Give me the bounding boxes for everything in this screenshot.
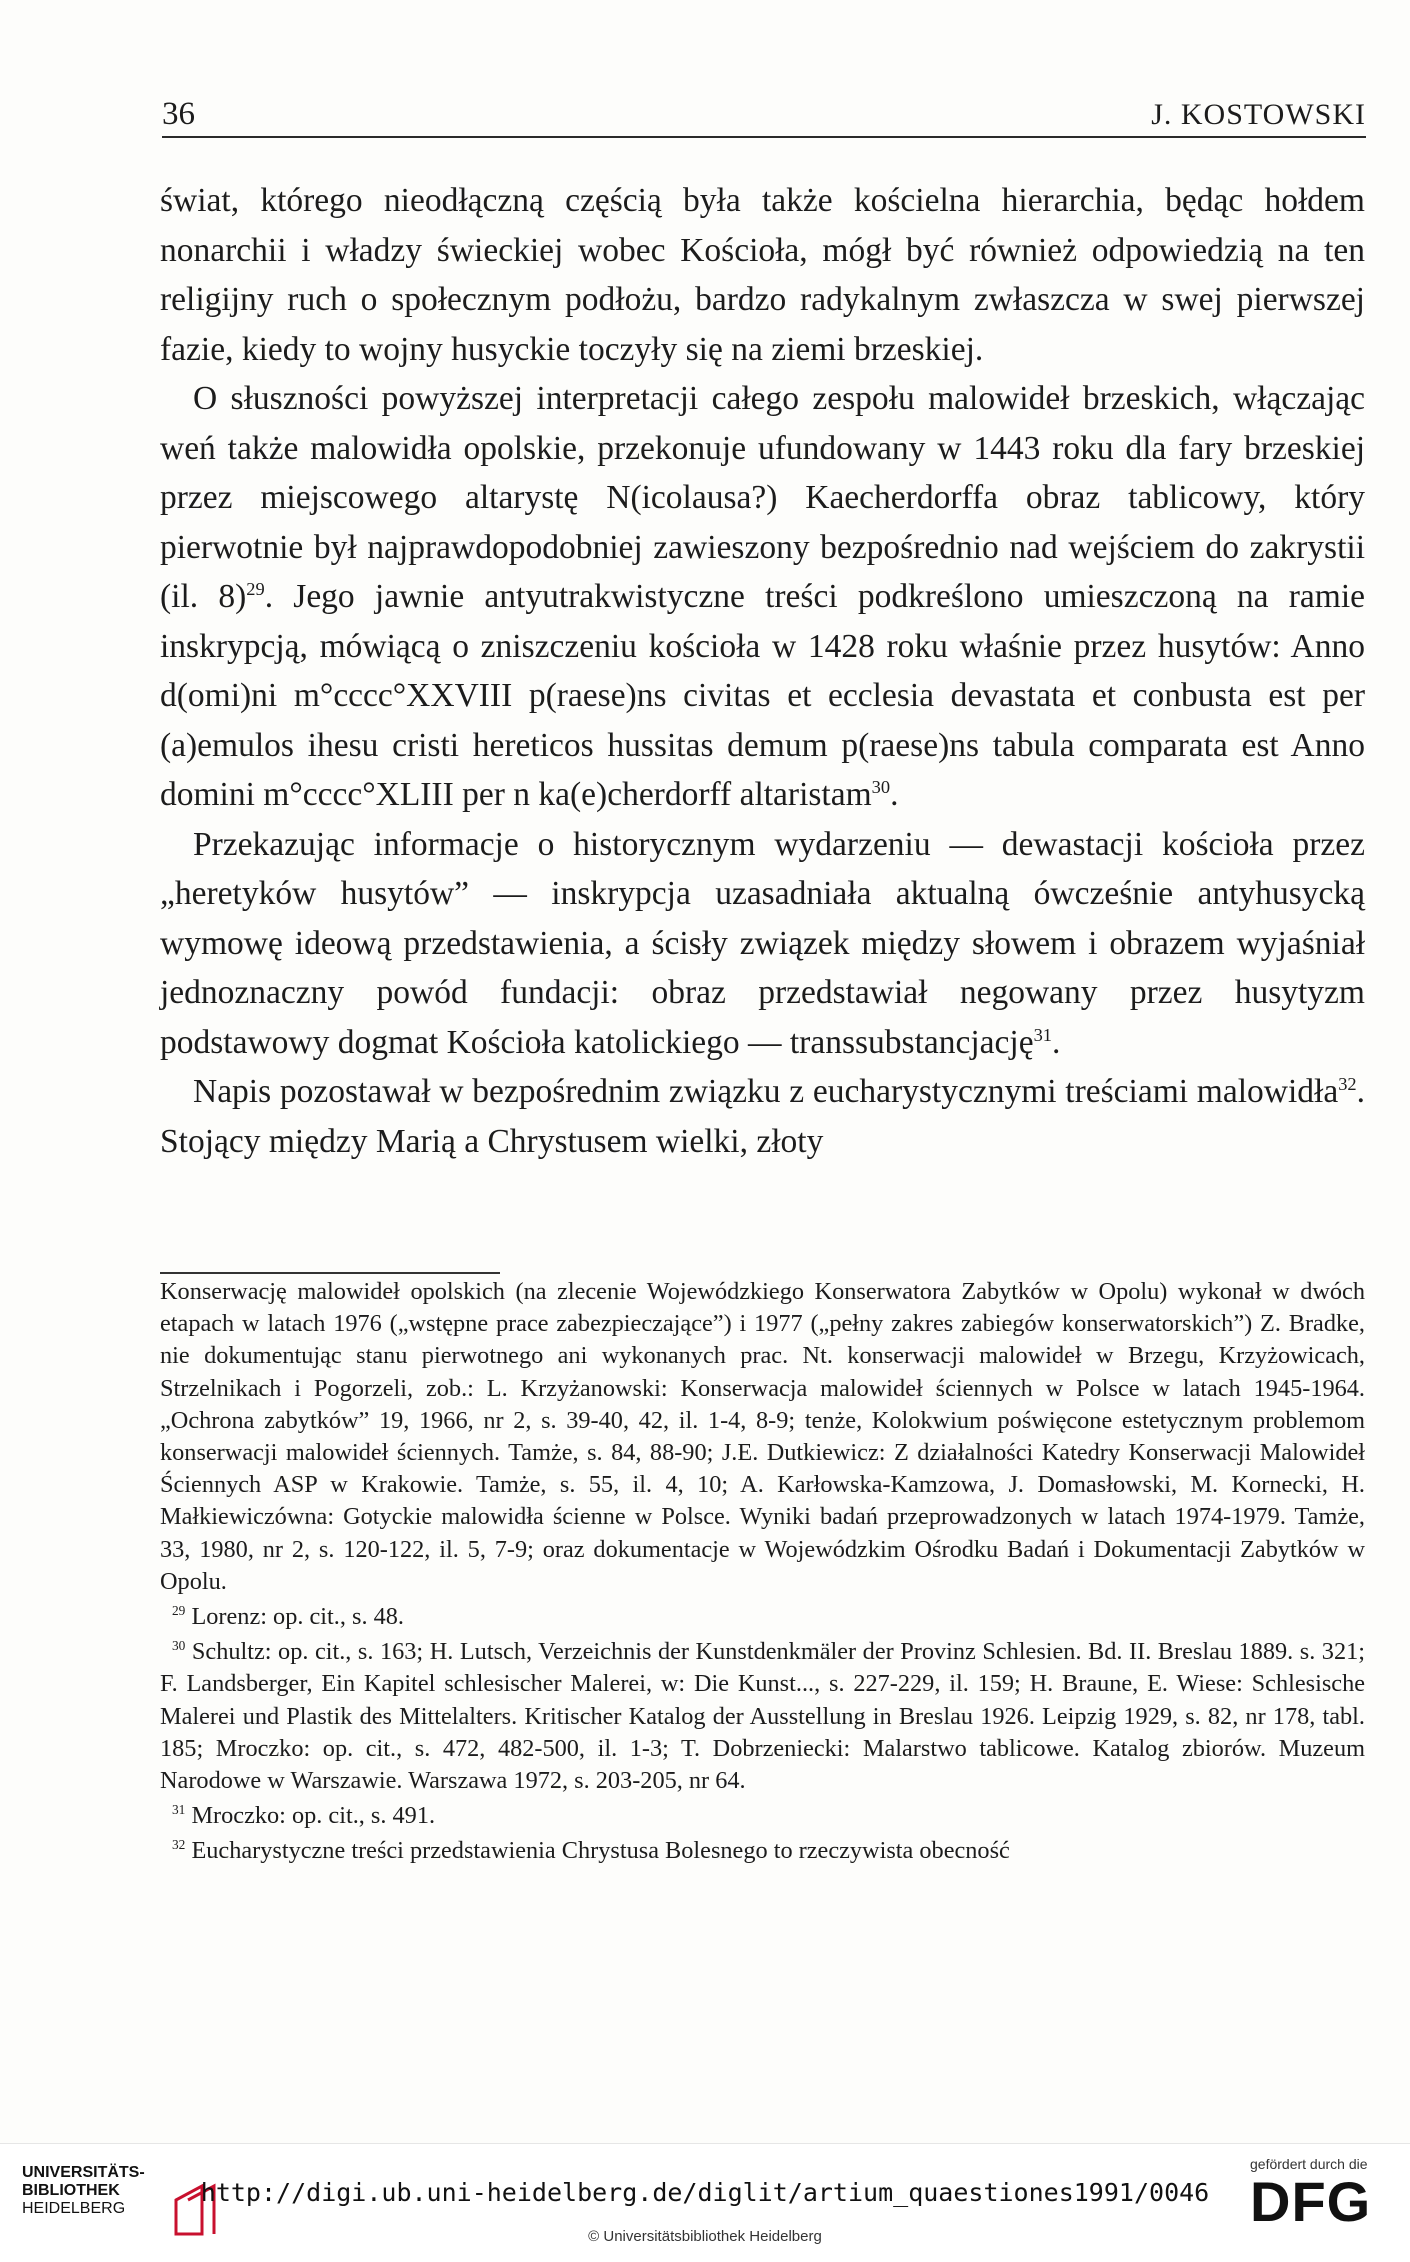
running-head-author: J. KOSTOWSKI [1151, 98, 1366, 131]
main-text [160, 176, 1365, 1166]
footnote-ref-32[interactable]: 32 [1338, 1073, 1357, 1094]
paragraph-4: Napis pozostawał w bezpośrednim związku z eucharystycznymi treściami malowidła$^{32}$. Stojący między Marią a Chrystusem wielki, złoty [160, 1073, 1365, 1160]
footnote-31: $^{31}$ Mroczko: op. cit., s. 491. [172, 1802, 436, 1830]
footnote-29: $^{29}$ Lorenz: op. cit., s. 48. [172, 1602, 404, 1631]
running-header [162, 96, 1366, 132]
footnote-ref-30[interactable]: 30 [871, 776, 891, 797]
footnotes [160, 1276, 1365, 1868]
copyright-notice: © Universitätsbibliothek Heidelberg [588, 2228, 822, 2245]
digitization-footer [0, 2143, 1410, 2262]
footnote-rule [160, 1272, 500, 1274]
footnote-ref-31[interactable]: 31 [1033, 1024, 1052, 1045]
header-rule [162, 136, 1366, 138]
footnote-ref-29[interactable]: 29 [246, 578, 265, 599]
dfg-logo[interactable]: gefördert durch die DFG [1250, 2156, 1372, 2233]
footnote-30: $^{30}$ Schultz: op. cit., s. 163; H. Lutsch, Verzeichnis der Kunstdenkmäler der Provinz Schlesien. Bd. II. Breslau 1889. s. 321; F. Landsberger, Ein Kapitel schlesischer Malerei, w: Die Kunst..., s. 227-229, il. 159; H. Braune, E. Wiese: Schlesische Malerei und Plastik des Mittelalters. Kritischer Katalog der Ausstellung in Breslau 1926. Leipzig 1929, s. 82, nr 178, tabl. 185; Mroczko: op. cit., s. 472, 482-500, il. 1-3; T. Dobrzeniecki: Malarstwo tablicowe. Katalog zbiorów. Muzeum Narodowe w Warszawie. Warszawa 1972, s. 203-205, nr 64. [160, 1638, 1365, 1795]
paragraph-3: Przekazując informacje o historycznym wydarzeniu — dewastacji kościoła przez „heretyków husytów” — inskrypcja uzasadniała aktualną ówcześnie antyhusycką wymowę ideową przedstawienia, a ścisły związek między słowem i obrazem wyjaśniał jednoznaczny powód fundacji: obraz przedstawiał negowany przez husytyzm podstawowy dogmat Kościoła katolickiego — transsubstancjację$^{31}$. [160, 825, 1365, 1061]
footnote-continued: Konserwację malowideł opolskich (na zlecenie Wojewódzkiego Konserwatora Zabytków w Opolu) wykonał w dwóch etapach w latach 1976 („wstępne prace zabezpieczające”) i 1977 („pełny zakres zabiegów konserwatorskich”) Z. Bradke, nie dokumentując stanu pierwotnego ani wykonanych prac. Nt. konserwacji malowideł w Brzegu, Krzyżowicach, Strzelnikach i Pogorzeli, zob.: L. Krzyżanowski: Konserwacja malowideł ściennych w Polsce w latach 1945-1964. „Ochrona zabytków” 19, 1966, nr 2, s. 39-40, 42, il. 1-4, 8-9; tenże, Kolokwium poświęcone estetycznym problemom konserwacji malowideł ściennych. Tamże, s. 84, 88-90; J.E. Dutkiewicz: Z działalności Katedry Konserwacji Malowideł Ściennych ASP w Krakowie. Tamże, s. 55, il. 4, 10; A. Karłowska-Kamzowa, J. Domasłowski, M. Kornecki, H. Małkiewiczówna: Gotyckie malowidła ścienne w Polsce. Wyniki badań przeprowadzonych w latach 1974-1979. Tamże, 33, 1980, nr 2, s. 120-122, il. 5, 7-9; oraz dokumentacje w Wojewódzkim Ośrodku Badań i Dokumentacji Zabytków w Opolu. [160, 1278, 1365, 1595]
permalink-url[interactable]: http://digi.ub.uni-heidelberg.de/diglit/artium_quaestiones1991/0046 [200, 2178, 1210, 2207]
footnote-32: $^{32}$ Eucharystyczne treści przedstawienia Chrystusa Bolesnego to rzeczywista obecność [172, 1837, 1010, 1865]
paragraph-2: O słuszności powyższej interpretacji całego zespołu malowideł brzeskich, włączając weń także malowidła opolskie, przekonuje ufundowany w 1443 roku dla fary brzeskiej przez miejscowego altarystę N(icolausa?) Kaecherdorffa obraz tablicowy, który pierwotnie był najprawdopodobniej zawieszony bezpośrednio nad wejściem do zakrystii (il. 8)$^{29}$. Jego jawnie antyutrakwistyczne treści podkreślono umieszczoną na ramie inskrypcją, mówiącą o zniszczeniu kościoła w 1428 roku właśnie przez husytów: Anno d(omi)ni m°cccc°XXVIII p(raese)ns civitas et ecclesia devastata et conbusta est per (a)emulos ihesu cristi hereticos hussitas demum p(raese)ns tabula comparata est Anno domini m°cccc°XLIII per n ka(e)cherdorff altaristam$^{30}$. [160, 380, 1365, 813]
library-logo[interactable]: UNIVERSITÄTS- BIBLIOTHEK HEIDELBERG [22, 2164, 232, 2218]
paragraph-1: świat, którego nieodłączną częścią była także kościelna hierarchia, będąc hołdem nonarchii i władzy świeckiej wobec Kościoła, mógł być również odpowiedzią na ten religijny ruch o społecznym podłożu, bardzo radykalnym zwłaszcza w swej pierwszej fazie, kiedy to wojny husyckie toczyły się na ziemi brzeskiej. [160, 182, 1365, 368]
page-number: 36 [162, 96, 195, 132]
